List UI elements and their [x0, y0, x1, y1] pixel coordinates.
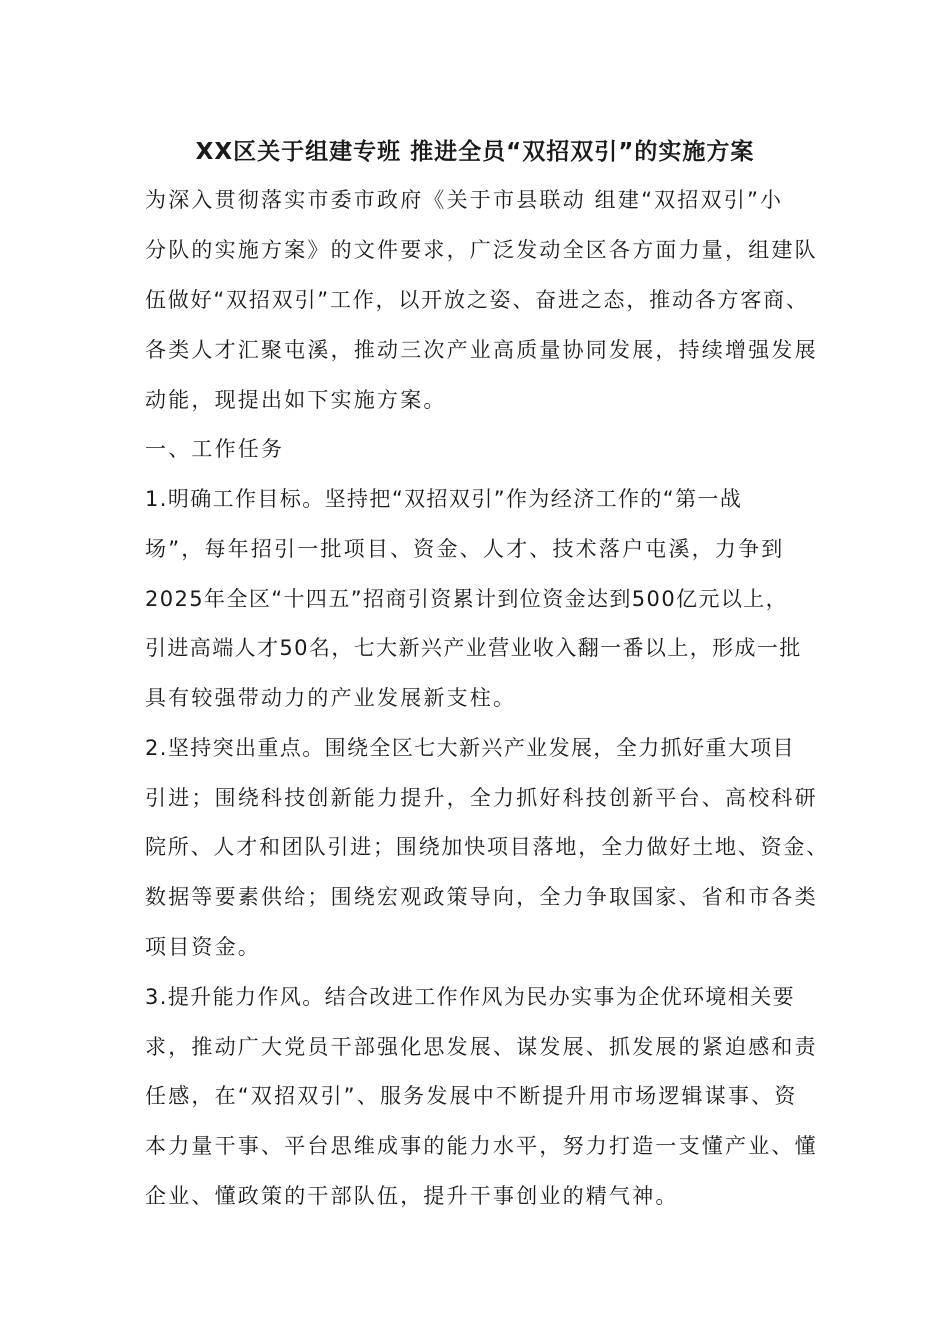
- item2-line-2: 引进；围绕科技创新能力提升，全力抓好科技创新平台、高校科研: [145, 786, 818, 810]
- item1-line-5: 具有较强带动力的产业发展新支柱。: [145, 686, 517, 710]
- item1-line-3: 2025年全区“十四五”招商引资累计到位资金达到500亿元以上，: [145, 587, 789, 611]
- item2-line-5: 项目资金。: [145, 935, 261, 959]
- item3-line-1: 3.提升能力作风。结合改进工作作风为民办实事为企优环境相关要: [145, 985, 796, 1009]
- item3-line-4: 本力量干事、平台思维成事的能力水平，努力打造一支懂产业、懂: [145, 1134, 818, 1158]
- item3-line-5: 企业、懂政策的干部队伍，提升干事创业的精气神。: [145, 1184, 679, 1208]
- item1-line-2: 场”，每年招引一批项目、资金、人才、技术落户屯溪，力争到: [145, 537, 785, 561]
- item1-line-4: 引进高端人才50名，七大新兴产业营业收入翻一番以上，形成一批: [145, 636, 802, 660]
- intro-line-2: 分队的实施方案》的文件要求，广泛发动全区各方面力量，组建队: [145, 238, 818, 262]
- intro-line-4: 各类人才汇聚屯溪，推动三次产业高质量协同发展，持续增强发展: [145, 338, 818, 362]
- intro-line-3: 伍做好“双招双引”工作，以开放之姿、奋进之态，推动各方客商、: [145, 288, 809, 312]
- section-heading: 一、工作任务: [145, 437, 285, 461]
- item3-line-2: 求，推动广大党员干部强化思发展、谋发展、抓发展的紧迫感和责: [145, 1035, 818, 1059]
- item2-line-3: 院所、人才和团队引进；围绕加快项目落地，全力做好土地、资金、: [145, 835, 829, 859]
- item3-line-3: 任感，在“双招双引”、服务发展中不断提升用市场逻辑谋事、资: [145, 1084, 798, 1108]
- item1-line-1: 1.明确工作目标。坚持把“双招双引”作为经济工作的“第一战: [145, 487, 743, 511]
- intro-line-5: 动能，现提出如下实施方案。: [145, 388, 447, 412]
- item2-line-4: 数据等要素供给；围绕宏观政策导向，全力争取国家、省和市各类: [145, 885, 818, 909]
- document-title: XX区关于组建专班 推进全员“双招双引”的实施方案: [195, 139, 755, 165]
- item2-line-1: 2.坚持突出重点。围绕全区七大新兴产业发展，全力抓好重大项目: [145, 736, 796, 760]
- intro-line-1: 为深入贯彻落实市委市政府《关于市县联动 组建“双招双引”小: [145, 188, 784, 212]
